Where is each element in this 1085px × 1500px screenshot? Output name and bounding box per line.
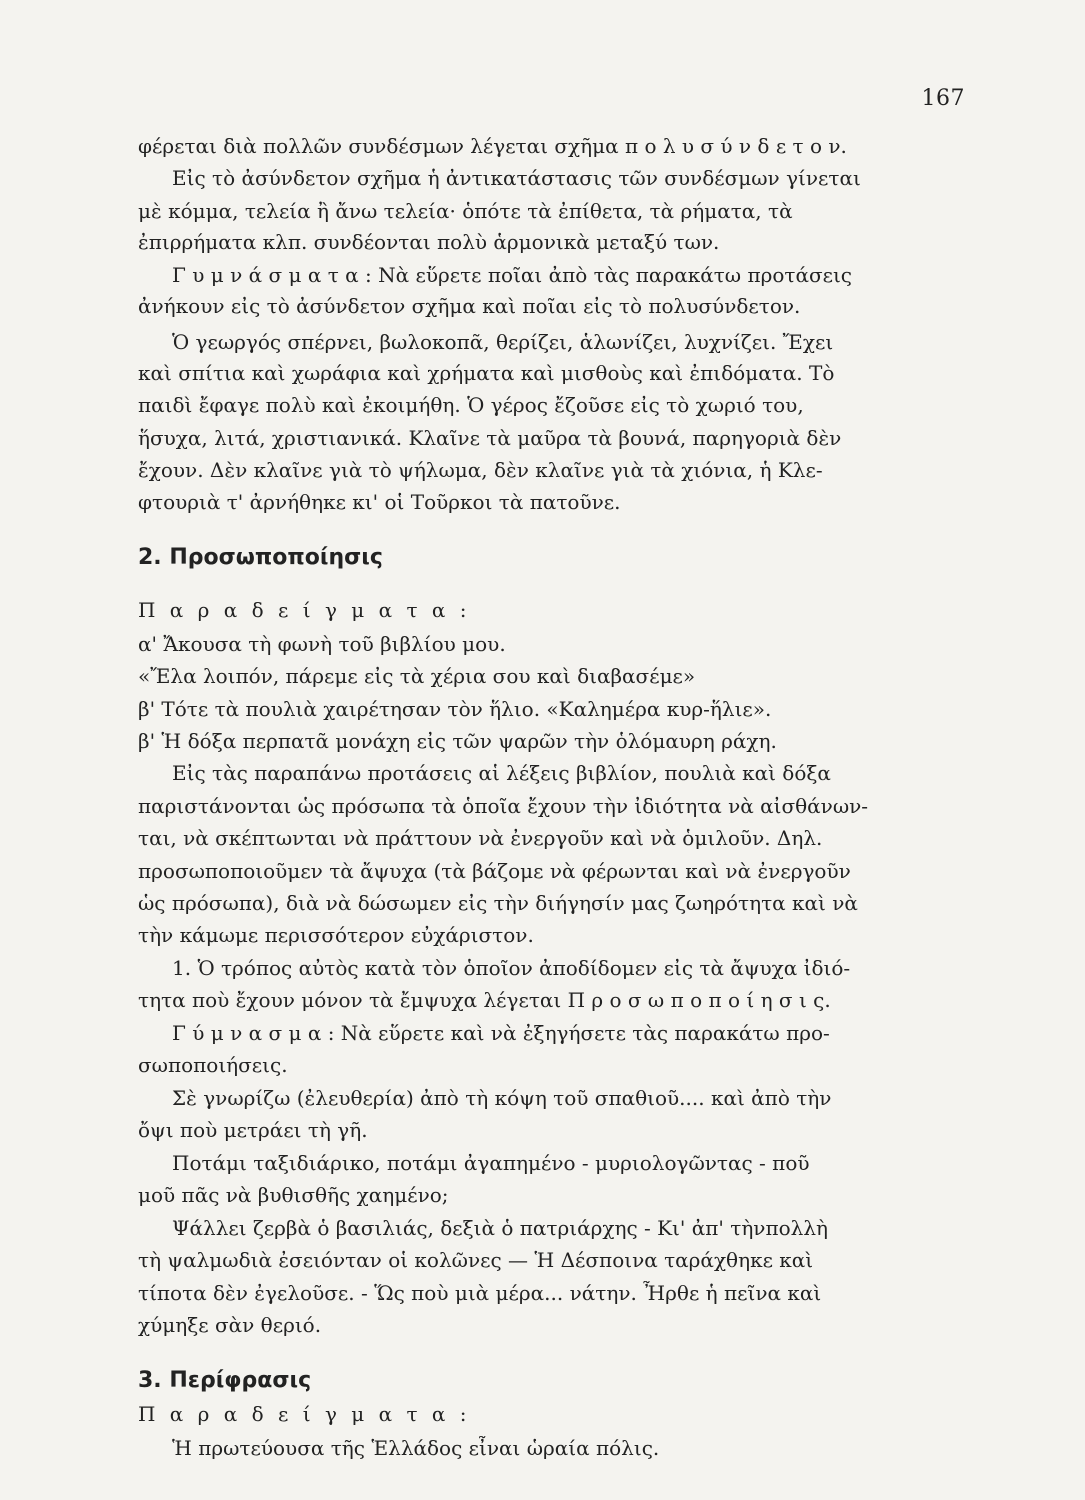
- text-line: καὶ σπίτια καὶ χωράφια καὶ χρήματα καὶ μισθοὺς καὶ ἐπιδόματα. Τὸ: [138, 361, 835, 385]
- text-line: α' Ἄκουσα τὴ φωνὴ τοῦ βιβλίου μου.: [138, 632, 506, 656]
- text-line: ἔχουν. Δὲν κλαῖνε γιὰ τὸ ψήλωμα, δὲν κλαῖνε γιὰ τὰ χιόνια, ἡ Κλε-: [138, 458, 823, 482]
- text-line: ται, νὰ σκέπτωνται νὰ πράττουν νὰ ἐνεργοῦν καὶ νὰ ὁμιλοῦν. Δηλ.: [138, 826, 823, 850]
- text-line: 1. Ὁ τρόπος αὐτὸς κατὰ τὸν ὁποῖον ἀποδίδομεν εἰς τὰ ἄψυχα ἰδιό-: [172, 956, 851, 980]
- text-line: ἥσυχα, λιτά, χριστιανικά. Κλαῖνε τὰ μαῦρα τὰ βουνά, παρηγοριὰ δὲν: [138, 426, 842, 450]
- text-line: ἐπιρρήματα κλπ. συνδέονται πολὺ ἁρμονικὰ μεταξύ των.: [138, 230, 720, 254]
- text-line: σωποποιήσεις.: [138, 1053, 288, 1077]
- text-line: ὡς πρόσωπα), διὰ νὰ δώσωμεν εἰς τὴν διήγησίν μας ζωηρότητα καὶ νὰ: [138, 891, 858, 915]
- text-line: Ψάλλει ζερβὰ ὁ βασιλιάς, δεξιὰ ὁ πατριάρχης - Κι' ἀπ' τὴνπολλὴ: [172, 1216, 828, 1240]
- section-heading: 3. Περίφρασις: [138, 1368, 312, 1393]
- text-line: Εἰς τὸ ἀσύνδετον σχῆμα ἡ ἀντικατάστασις τῶν συνδέσμων γίνεται: [172, 166, 861, 190]
- text-line: Ἡ πρωτεύουσα τῆς Ἑλλάδος εἶναι ὡραία πόλις.: [172, 1436, 660, 1460]
- text-line: Ὁ γεωργός σπέρνει, βωλοκοπᾶ, θερίζει, ἁλωνίζει, λυχνίζει. Ἔχει: [172, 330, 834, 354]
- text-line: χύμηξε σὰν θεριό.: [138, 1313, 322, 1337]
- text-line: προσωποποιοῦμεν τὰ ἄψυχα (τὰ βάζομε νὰ φέρωνται καὶ νὰ ἐνεργοῦν: [138, 859, 851, 883]
- text-line: παιδὶ ἔφαγε πολὺ καὶ ἐκοιμήθη. Ὁ γέρος ἔζοῦσε εἰς τὸ χωριό του,: [138, 393, 804, 417]
- text-line: φέρεται διὰ πολλῶν συνδέσμων λέγεται σχῆμα π ο λ υ σ ύ ν δ ε τ ο ν.: [138, 134, 847, 158]
- text-line: τίποτα δὲν ἐγελοῦσε. - Ὥς ποὺ μιὰ μέρα... νάτην. Ἦρθε ἡ πεῖνα καὶ: [138, 1281, 822, 1305]
- text-line: β' Τότε τὰ πουλιὰ χαιρέτησαν τὸν ἥλιο. «Καλημέρα κυρ-ἥλιε».: [138, 697, 772, 721]
- text-line: Γ ύ μ ν α σ μ α : Νὰ εὕρετε καὶ νὰ ἐξηγήσετε τὰς παρακάτω προ-: [172, 1021, 830, 1045]
- text-line: Εἰς τὰς παραπάνω προτάσεις αἱ λέξεις βιβλίον, πουλιὰ καὶ δόξα: [172, 761, 831, 785]
- text-line: β' Ἡ δόξα περπατᾶ μονάχη εἰς τῶν ψαρῶν τὴν ὁλόμαυρη ράχη.: [138, 729, 777, 753]
- text-line: φτουριὰ τ' ἀρνήθηκε κι' οἱ Τοῦρκοι τὰ πατοῦνε.: [138, 490, 621, 514]
- text-line: Π α ρ α δ ε ί γ μ α τ α :: [138, 598, 471, 622]
- text-line: ὄψι ποὺ μετράει τὴ γῆ.: [138, 1118, 368, 1142]
- text-line: ἀνήκουν εἰς τὸ ἀσύνδετον σχῆμα καὶ ποῖαι εἰς τὸ πολυσύνδετον.: [138, 294, 801, 318]
- text-line: Π α ρ α δ ε ί γ μ α τ α :: [138, 1402, 471, 1426]
- text-line: παριστάνονται ὡς πρόσωπα τὰ ὁποῖα ἔχουν τὴν ἰδιότητα νὰ αἰσθάνων-: [138, 794, 869, 818]
- section-heading: 2. Προσωποποίησις: [138, 545, 383, 570]
- page-number: 167: [921, 86, 965, 111]
- text-line: Σὲ γνωρίζω (ἐλευθερία) ἀπὸ τὴ κόψη τοῦ σπαθιοῦ.... καὶ ἀπὸ τὴν: [172, 1086, 832, 1110]
- text-line: Γ υ μ ν ά σ μ α τ α : Νὰ εὕρετε ποῖαι ἀπὸ τὰς παρακάτω προτάσεις: [172, 263, 853, 287]
- text-line: τὴ ψαλμωδιὰ ἐσειόνταν οἱ κολῶνες — Ἡ Δέσποινα ταράχθηκε καὶ: [138, 1248, 814, 1272]
- text-line: «Ἔλα λοιπόν, πάρεμε εἰς τὰ χέρια σου καὶ διαβασέμε»: [138, 664, 696, 688]
- text-line: τὴν κάμωμε περισσότερον εὐχάριστον.: [138, 923, 534, 947]
- text-line: τητα ποὺ ἔχουν μόνον τὰ ἔμψυχα λέγεται Π ρ ο σ ω π ο π ο ί η σ ι ς.: [138, 988, 831, 1012]
- text-line: μὲ κόμμα, τελεία ἢ ἄνω τελεία· ὁπότε τὰ ἐπίθετα, τὰ ρήματα, τὰ: [138, 199, 793, 223]
- text-line: μοῦ πᾶς νὰ βυθισθῆς χαημένο;: [138, 1183, 449, 1207]
- text-line: Ποτάμι ταξιδιάρικο, ποτάμι ἀγαπημένο - μυριολογῶντας - ποῦ: [172, 1151, 810, 1175]
